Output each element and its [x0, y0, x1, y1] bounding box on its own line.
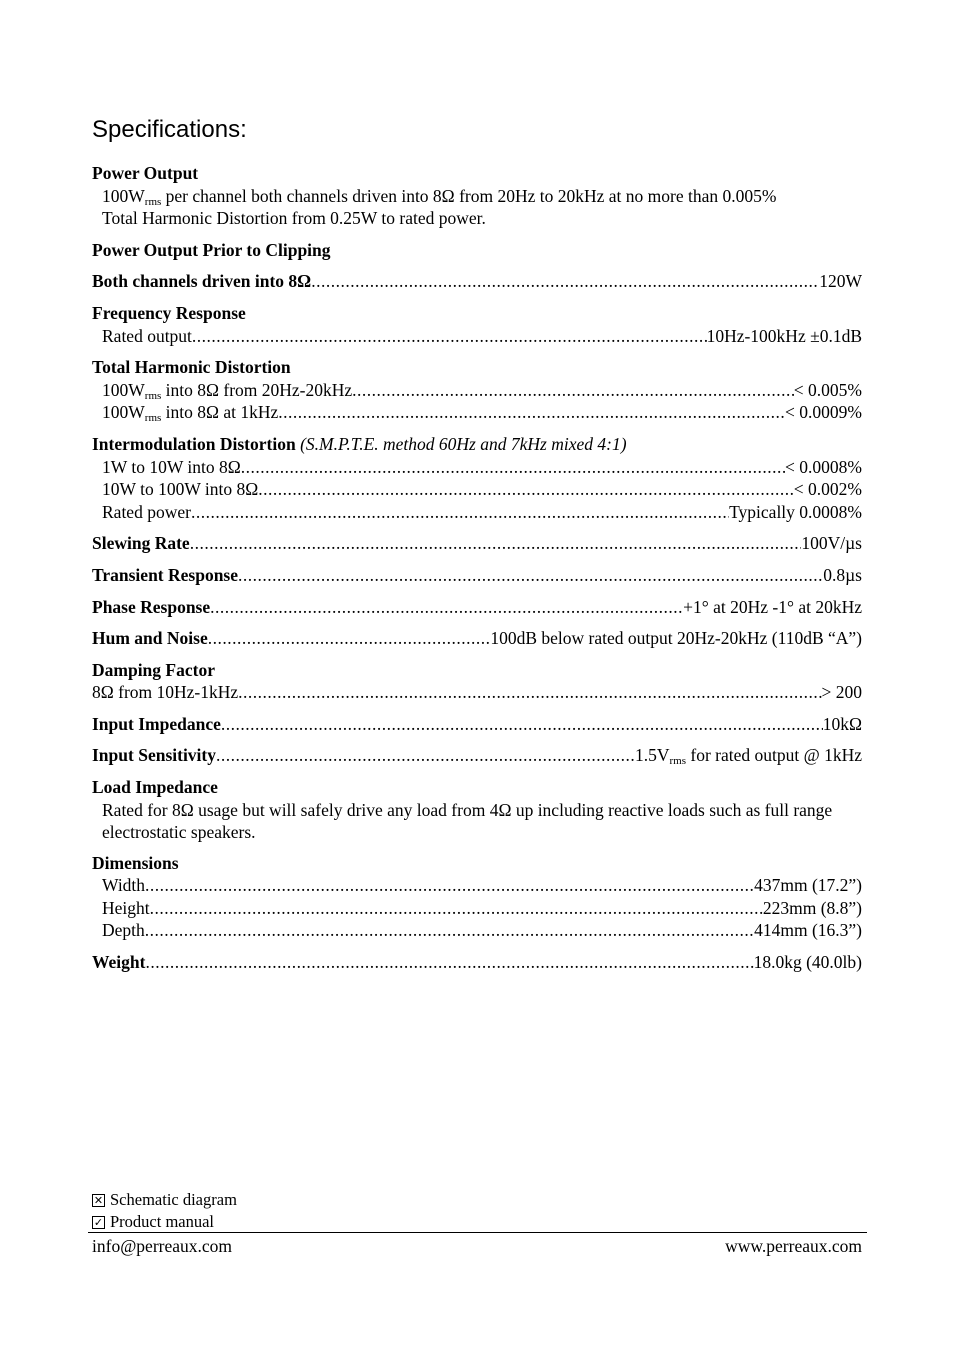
leader-dots [191, 501, 729, 524]
spec-heading: Total Harmonic Distortion [92, 357, 291, 378]
spec-label: Both channels driven into 8Ω [92, 271, 312, 292]
spec-hum-noise [92, 627, 862, 650]
spec-label: Slewing Rate [92, 533, 190, 554]
spec-thd [92, 356, 862, 424]
spec-damping-factor [92, 659, 862, 704]
specifications-list [92, 162, 862, 983]
spec-label: $100W_{rms}$ into 8Ω from 20Hz-20kHz [102, 379, 353, 402]
leader-dots [241, 456, 785, 479]
spec-value: 18.0kg (40.0lb) [753, 952, 862, 973]
checklist-item-manual [92, 1211, 214, 1233]
leader-dots [238, 681, 821, 704]
spec-value: 223mm (8.8”) [762, 897, 862, 918]
spec-note: (S.M.P.T.E. method 60Hz and 7kHz mixed 4:1) [300, 433, 627, 454]
leader-dots [221, 713, 823, 736]
footer-email: info@perreaux.com [92, 1236, 233, 1256]
spec-input-impedance [92, 713, 862, 736]
spec-transient-response [92, 564, 862, 587]
checklist-label: Product manual [110, 1212, 215, 1231]
footer-website: www.perreaux.com [725, 1236, 862, 1256]
spec-text: $100W_{rms}$ per channel both channels driven into 8Ω from 20Hz to 20kHz at no more than 0.005% [102, 185, 777, 208]
footer-divider [88, 1232, 867, 1233]
spec-value: < 0.005% [793, 379, 862, 400]
spec-text: Rated for 8Ω usage but will safely drive any load from 4Ω up including reactive loads such as full range electrostatic speakers. [102, 799, 833, 842]
leader-dots [238, 564, 823, 587]
spec-label: 10W to 100W into 8Ω [102, 479, 259, 500]
spec-label: Weight [92, 952, 146, 973]
crossed-checkbox-icon: ✕ [93, 1193, 104, 1207]
spec-value: 10kΩ [822, 713, 862, 734]
spec-heading-row [92, 433, 862, 456]
leader-dots [150, 897, 763, 920]
spec-label: Transient Response [92, 564, 239, 585]
spec-prior-clipping [92, 239, 862, 262]
spec-label: Input Impedance [92, 713, 221, 734]
leader-dots [216, 744, 635, 767]
spec-label: $100W_{rms}$ into 8Ω at 1kHz [102, 402, 279, 425]
spec-heading: Load Impedance [92, 777, 218, 798]
spec-heading: Power Output Prior to Clipping [92, 239, 331, 260]
leader-dots [145, 874, 754, 897]
spec-label: 1W to 10W into 8Ω [102, 456, 241, 477]
spec-label: 8Ω from 10Hz-1kHz [92, 682, 239, 703]
checklist-label: Schematic diagram [110, 1190, 237, 1209]
leader-dots [208, 627, 491, 650]
spec-label: Depth [102, 920, 145, 941]
spec-input-sensitivity [92, 744, 862, 767]
leader-dots [352, 379, 794, 402]
spec-label: Rated power [102, 501, 191, 522]
spec-heading: Damping Factor [92, 659, 215, 680]
spec-value: < 0.002% [793, 479, 862, 500]
spec-value: 437mm (17.2”) [754, 875, 862, 896]
spec-both-channels [92, 270, 862, 293]
leader-dots [192, 325, 707, 348]
spec-value: 100dB below rated output 20Hz-20kHz (110dB “A”) [490, 628, 862, 649]
leader-dots [145, 951, 753, 974]
leader-dots [210, 596, 683, 619]
spec-heading: Dimensions [92, 852, 179, 873]
spec-value: $1.5V_{rms}$ for rated output @ 1kHz [634, 745, 862, 768]
spec-value: Typically 0.0008% [729, 501, 862, 522]
spec-phase-response [92, 596, 862, 619]
page-title: Specifications: [92, 116, 247, 143]
spec-value: 100V/µs [801, 533, 862, 554]
spec-value: < 0.0008% [785, 456, 862, 477]
spec-value: > 200 [821, 682, 862, 703]
spec-value: 414mm (16.3”) [754, 920, 862, 941]
spec-frequency-response [92, 302, 862, 347]
spec-label: Hum and Noise [92, 628, 208, 649]
spec-load-impedance [92, 776, 862, 843]
spec-weight [92, 951, 862, 974]
spec-imd [92, 433, 862, 523]
checklist-item-schematic [92, 1189, 237, 1211]
spec-heading: Power Output [92, 163, 199, 183]
spec-heading: Frequency Response [92, 302, 246, 323]
leader-dots [145, 919, 754, 942]
spec-label: Phase Response [92, 596, 211, 617]
spec-label: Height [102, 897, 150, 918]
spec-value: 10Hz-100kHz ±0.1dB [706, 325, 862, 346]
leader-dots [258, 478, 794, 501]
spec-label: Width [102, 875, 146, 896]
spec-text: Total Harmonic Distortion from 0.25W to rated power. [102, 208, 486, 229]
spec-value: 0.8µs [823, 564, 862, 585]
leader-dots [278, 401, 785, 424]
spec-slewing-rate [92, 532, 862, 555]
leader-dots [190, 532, 802, 555]
spec-value: 120W [819, 271, 862, 292]
spec-power-output [92, 162, 862, 230]
spec-label: Input Sensitivity [92, 745, 216, 766]
checked-checkbox-icon: ✓ [93, 1215, 104, 1229]
leader-dots [311, 270, 819, 293]
spec-heading: Intermodulation Distortion [92, 433, 296, 454]
spec-value: +1° at 20Hz -1° at 20kHz [683, 596, 862, 617]
spec-dimensions [92, 852, 862, 942]
spec-value: < 0.0009% [785, 402, 862, 423]
spec-label: Rated output [102, 325, 192, 346]
